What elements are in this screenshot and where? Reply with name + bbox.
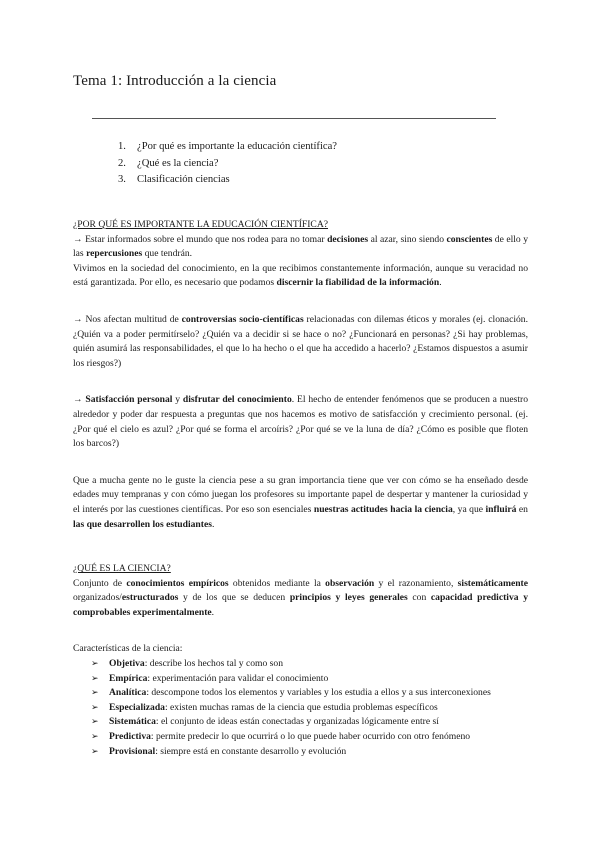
section-heading-why-science-education: ¿POR QUÉ ES IMPORTANTE LA EDUCACIÓN CIENTÍFICA? (73, 219, 329, 230)
toc-text: Clasificación ciencias (137, 174, 230, 185)
arrow-bullet-icon: ➢ (91, 746, 99, 757)
spacer (73, 620, 528, 642)
arrow-bullet-icon: ➢ (91, 717, 99, 728)
spacer (73, 371, 528, 393)
characteristic-desc: : describe los hechos tal y como son (144, 658, 283, 670)
characteristic-term: Predictiva (109, 731, 151, 743)
bold-run: controversias socio-científicas (181, 313, 304, 325)
characteristic-desc: : existen muchas ramas de la ciencia que estudia problemas específicos (164, 701, 438, 713)
spacer (73, 452, 528, 474)
characteristic-term: Sistemática (109, 716, 156, 728)
text-run: → Nos afectan multitud de (73, 313, 182, 325)
paragraph-attitudes (73, 474, 528, 532)
bold-run: conocimientos empíricos (126, 577, 229, 589)
characteristic-desc: : experimentación para validar el conocimiento (147, 672, 329, 684)
characteristic-term: Analítica (109, 687, 147, 699)
text-run: . El hecho de entender fenómenos que se producen a nuestro alrededor y poder dar respuesta a preguntas que nos hacemos es motivo de satisfacción y crecimiento personal. (ej. ¿Por qué el cielo es azul? ¿Por qué se forma el arcoíris? ¿Por qué se ve la luna de día? ¿Cómo es posible que floten los barcos?) (73, 394, 529, 450)
toc-number: 2. (118, 157, 126, 169)
paragraph-personal-satisfaction (73, 393, 528, 451)
paragraph-knowledge-society (73, 262, 528, 291)
bold-run: disfrutar del conocimiento (182, 394, 292, 406)
toc-item (118, 172, 337, 189)
section-heading-what-is-science: ¿QUÉ ES LA CIENCIA? (73, 563, 171, 575)
spacer (73, 291, 528, 313)
arrow-bullet-icon: ➢ (91, 673, 99, 684)
toc-text: ¿Qué es la ciencia? (137, 157, 219, 169)
list-item (73, 686, 528, 701)
paragraph-science-definition (73, 577, 528, 621)
characteristic-desc: : siempre está en constante desarrollo y evolución (155, 745, 347, 757)
text-run: organizados/ (73, 592, 122, 604)
paragraph-socio-scientific-controversies (73, 313, 528, 371)
toc-number: 1. (118, 141, 126, 152)
bold-run: sistemáticamente (457, 577, 528, 589)
characteristic-desc: : permite predecir lo que ocurrirá o lo que puede haber ocurrido con otro fenómeno (150, 731, 471, 743)
characteristic-term: Provisional (109, 745, 156, 757)
bold-run: repercusiones (86, 248, 143, 260)
list-item (73, 715, 528, 730)
characteristic-term: Empírica (109, 672, 148, 684)
bold-run: capacidad predictiva y comprobables experimentalmente (73, 592, 528, 618)
table-of-contents (118, 139, 337, 189)
spacer (73, 532, 528, 554)
paragraph-informed-decisions (73, 233, 528, 262)
text-run: Que a mucha gente no le guste la ciencia pese a su gran importancia tiene que ver con cómo se ha enseñado desde edades muy tempranas y con cómo juegan los profesores su importante papel de despertar y mantener la curiosidad y el interés por las cuestiones científicas. Por eso son esenciales (73, 474, 528, 515)
bold-run: las que desarrollen los estudiantes (73, 518, 212, 530)
list-item (73, 701, 528, 716)
bold-run: decisiones (327, 233, 369, 245)
bold-run: principios y leyes generales (289, 592, 408, 604)
toc-text: ¿Por qué es importante la educación científica? (137, 141, 338, 152)
arrow-bullet-icon: ➢ (91, 702, 99, 713)
text-run: obtenidos mediante la (228, 577, 326, 589)
characteristics-intro: Características de la ciencia: (73, 643, 183, 655)
text-run: Conjunto de (73, 577, 127, 589)
document-body (73, 218, 528, 759)
text-run: al azar, sino siendo (368, 233, 447, 245)
toc-number: 3. (118, 174, 126, 185)
toc-item (118, 156, 337, 173)
bold-run: influirá (485, 503, 517, 515)
text-run: y (172, 394, 183, 406)
text-run: → (73, 394, 86, 406)
list-item (73, 657, 528, 672)
arrow-bullet-icon: ➢ (91, 659, 99, 670)
characteristics-list (73, 657, 528, 759)
text-run: . (211, 518, 215, 530)
text-run: . (211, 606, 215, 618)
spacer (73, 554, 528, 562)
text-run: . (439, 277, 442, 289)
text-run: con (407, 592, 431, 604)
page-title: Tema 1: Introducción a la ciencia (73, 73, 277, 89)
bold-run: Satisfacción personal (85, 394, 173, 406)
characteristic-desc: : el conjunto de ideas están conectadas y organizadas lógicamente entre sí (155, 716, 439, 728)
title-divider (92, 118, 496, 119)
toc-item (118, 139, 337, 156)
bold-run: discernir la fiabilidad de la información (276, 277, 440, 289)
text-run: y el razonamiento, (374, 577, 458, 589)
text-run: , ya que (452, 503, 486, 515)
text-run: en (516, 503, 528, 515)
text-run: → Estar informados sobre el mundo que nos rodea para no tomar (73, 233, 328, 245)
characteristic-term: Objetiva (109, 658, 145, 670)
characteristic-term: Especializada (109, 701, 165, 713)
list-item (73, 672, 528, 687)
text-run: Vivimos en la sociedad del conocimiento, en la que recibimos constantemente información, aunque su veracidad no está garantizada. Por ello, es necesario que podamos (73, 262, 528, 289)
text-run: que tendrán. (142, 248, 193, 260)
text-run: de ello y las (73, 233, 528, 260)
bold-run: conscientes (446, 233, 493, 245)
bold-run: estructurados (121, 592, 179, 604)
list-item (73, 745, 528, 760)
characteristic-desc: : descompone todos los elementos y variables y los estudia a ellos y a sus interconexiones (146, 687, 491, 699)
bold-run: nuestras actitudes hacia la ciencia (313, 503, 453, 515)
arrow-bullet-icon: ➢ (91, 688, 99, 699)
arrow-bullet-icon: ➢ (91, 732, 99, 743)
text-run: relacionadas con dilemas éticos y morales (ej. clonación. ¿Quién va a poder permitírselo? ¿Quién va a decidir si se hace o no? ¿Funcionará en personas? ¿Si hay problemas, quién asumirá las responsabilidades, el que lo ha hecho o el que ha accedido a hacerlo? ¿Estamos dispuestos a asumir los riesgos?) (73, 313, 528, 369)
list-item (73, 730, 528, 745)
text-run: y de los que se deducen (178, 592, 290, 604)
bold-run: observación (325, 577, 375, 589)
